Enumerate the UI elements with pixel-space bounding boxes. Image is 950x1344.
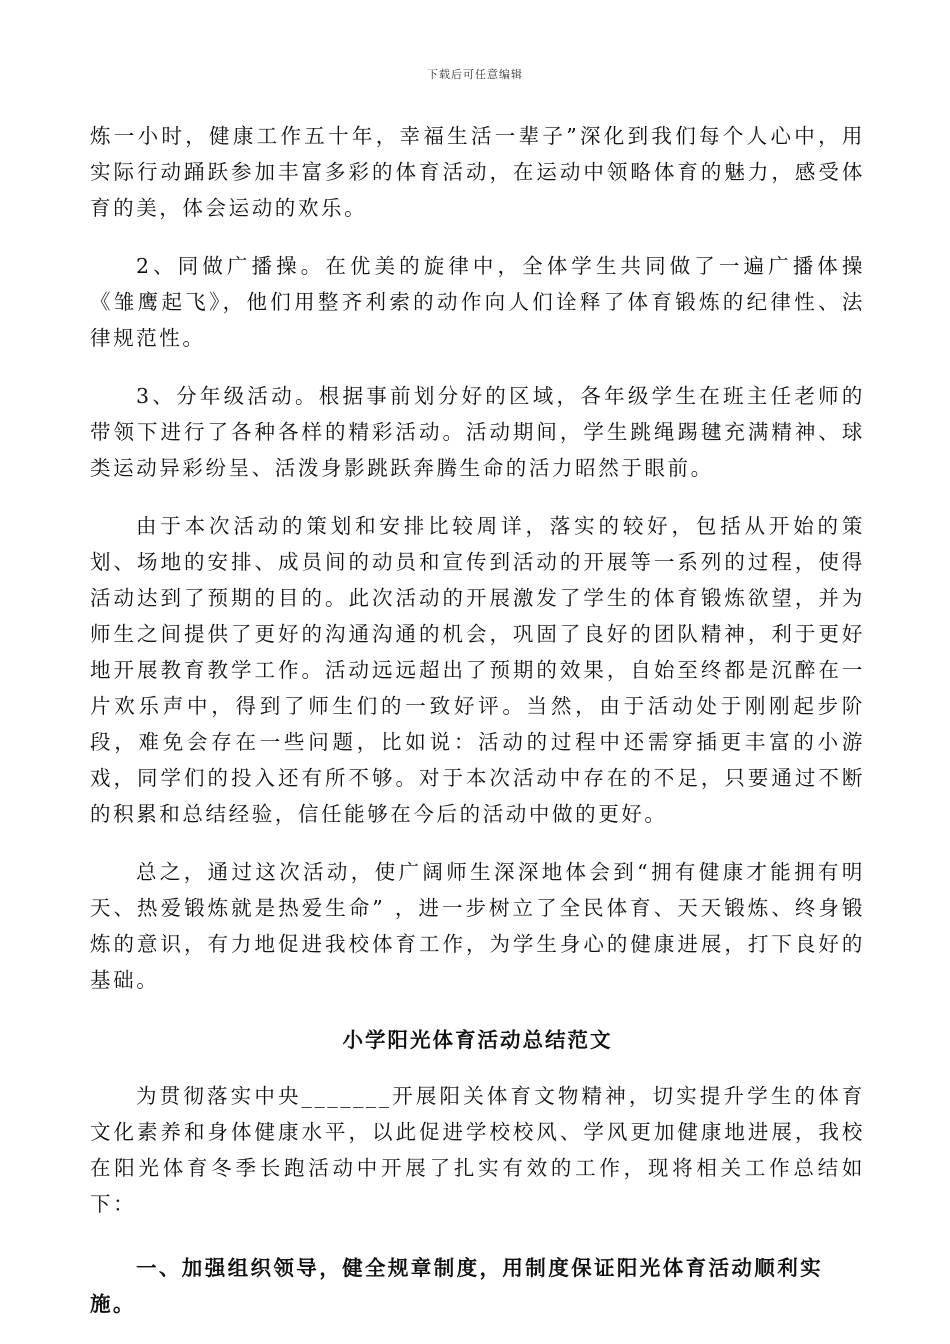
document-body (90, 118, 865, 1322)
paragraph-conclusion: 总之，通过这次活动，使广阔师生深深地体会到“拥有健康才能拥有明天、热爱锻炼就是热爱生命” ，进一步树立了全民体育、天天锻炼、终身锻炼的意识，有力地促进我校体育工作，为学生身心的健康进展，打下良好的基础。 (90, 860, 865, 992)
section-title: 小学阳光体育活动总结范文 (342, 1028, 613, 1052)
paragraph-continuation: 炼一小时，健康工作五十年，幸福生活一辈子”深化到我们每个人心中，用实际行动踊跃参加丰富多彩的体育活动，在运动中领略体育的魅力，感受体育的美，体会运动的欢乐。 (90, 124, 865, 220)
page-header-note: 下载后可任意编辑 (427, 68, 523, 81)
subheading-organization: 一、加强组织领导，健全规章制度，用制度保证阳光体育活动顺利实施。 (90, 1256, 823, 1316)
intro-paragraph: 为贯彻落实中央_______开展阳关体育文物精神，切实提升学生的体育文化素养和身体健康水平，以此促进学校校风、学风更加健康地进展，我校在阳光体育冬季长跑活动中开展了扎实有效的工作，现将相关工作总结如下： (90, 1084, 865, 1216)
paragraph-broadcast-exercise: 2、同做广播操。在优美的旋律中，全体学生共同做了一遍广播体操《雏鹰起飞》，他们用整齐利索的动作向人们诠释了体育锻炼的纪律性、法律规范性。 (90, 254, 865, 350)
paragraph-evaluation: 由于本次活动的策划和安排比较周详，落实的较好，包括从开始的策划、场地的安排、成员间的动员和宣传到活动的开展等一系列的过程，使得活动达到了预期的目的。此次活动的开展激发了学生的体育锻炼欲望，并为师生之间提供了更好的沟通沟通的机会，巩固了良好的团队精神，利于更好地开展教育教学工作。活动远远超出了预期的效果，自始至终都是沉醉在一片欢乐声中，得到了师生们的一致好评。当然，由于活动处于刚刚起步阶段，难免会存在一些问题，比如说：活动的过程中还需穿插更丰富的小游戏，同学们的投入还有所不够。对于本次活动中存在的不足，只要通过不断的积累和总结经验，信任能够在今后的活动中做的更好。 (90, 514, 865, 826)
paragraph-grade-activities: 3、分年级活动。根据事前划分好的区域，各年级学生在班主任老师的带领下进行了各种各样的精彩活动。活动期间，学生跳绳踢毽充满精神、球类运动异彩纷呈、活泼身影跳跃奔腾生命的活力昭然于眼前。 (90, 384, 865, 480)
